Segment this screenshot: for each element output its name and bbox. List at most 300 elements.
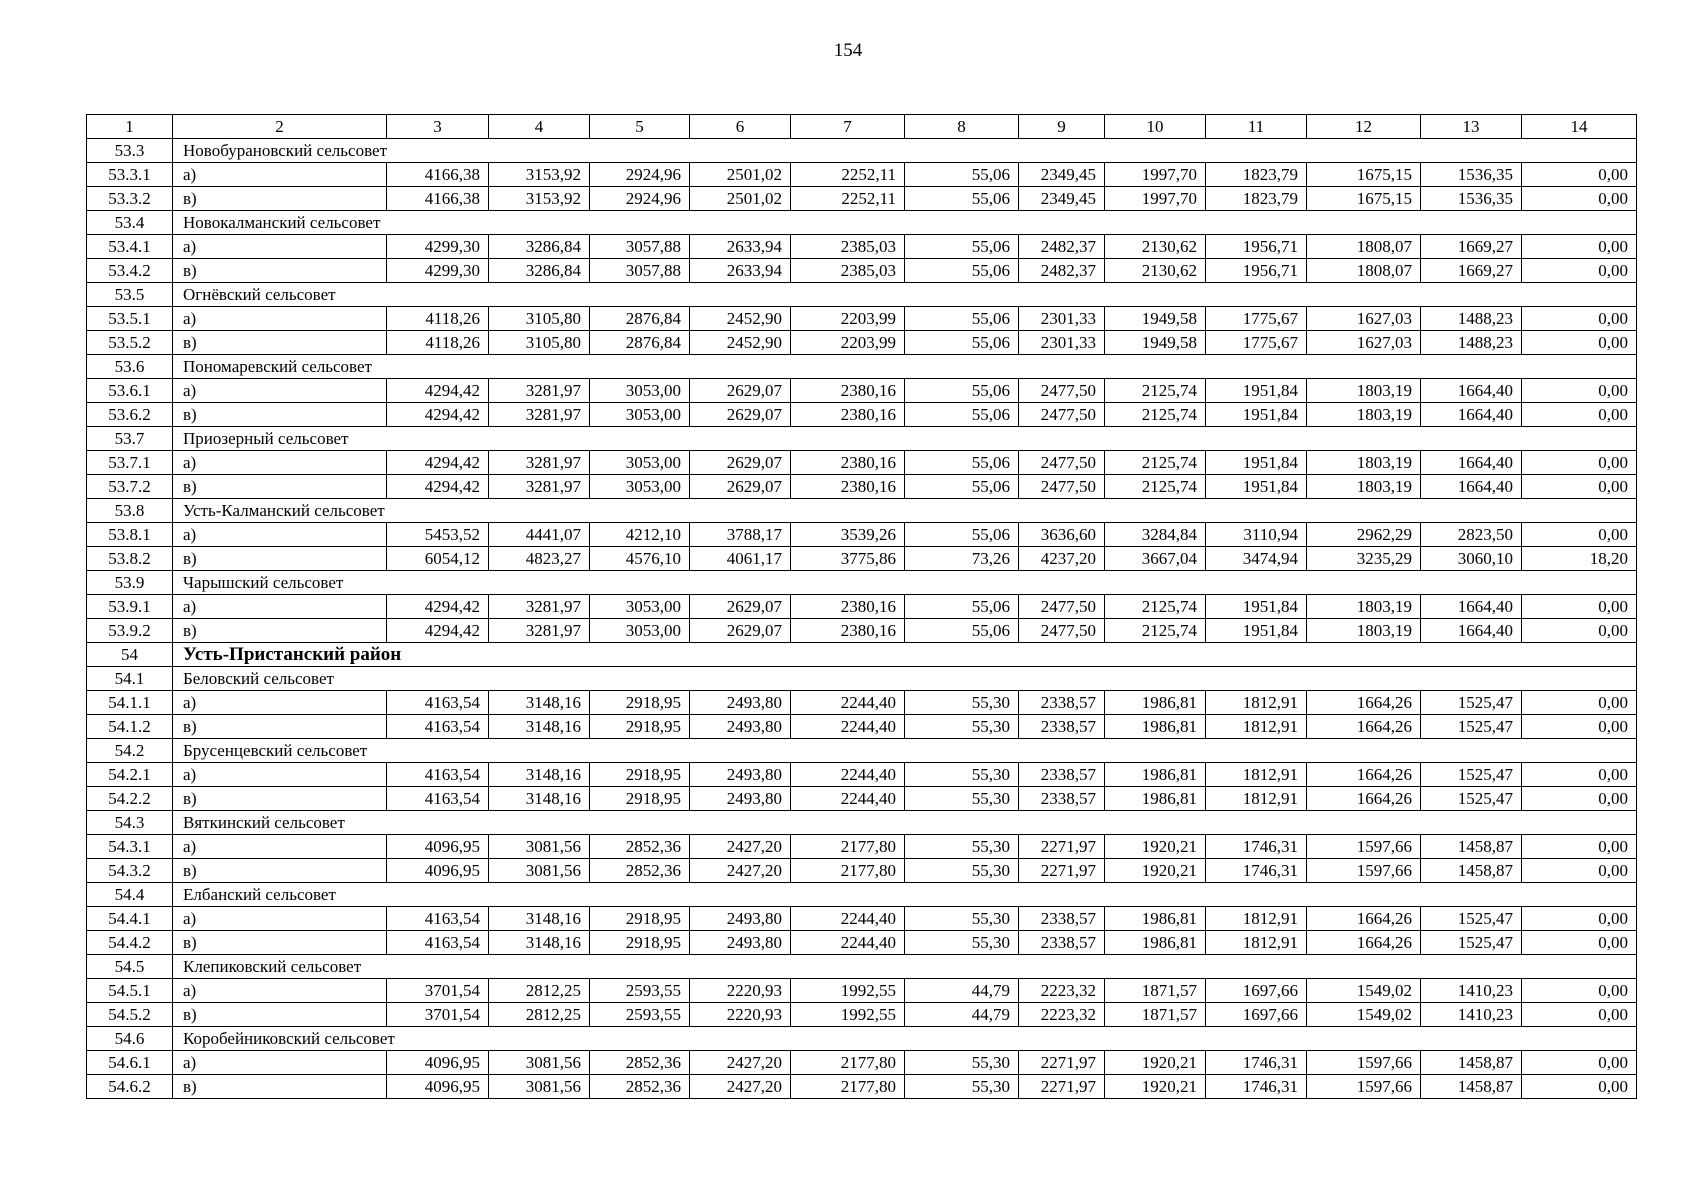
- table-row: [87, 235, 1637, 259]
- value-cell: 1871,57: [1105, 1003, 1206, 1027]
- value-cell: 0,00: [1522, 523, 1637, 547]
- district-name: Усть-Пристанский район: [173, 643, 1637, 667]
- value-cell: 3053,00: [590, 451, 690, 475]
- row-number: 53.4.2: [87, 259, 173, 283]
- value-cell: 1410,23: [1421, 979, 1522, 1003]
- value-cell: 2380,16: [791, 379, 905, 403]
- value-cell: 1627,03: [1307, 307, 1421, 331]
- value-cell: 1812,91: [1206, 907, 1307, 931]
- value-cell: 55,30: [905, 907, 1019, 931]
- row-number: 54: [87, 643, 173, 667]
- value-cell: 4163,54: [387, 931, 489, 955]
- value-cell: 2349,45: [1019, 163, 1105, 187]
- value-cell: 0,00: [1522, 787, 1637, 811]
- value-cell: 4166,38: [387, 187, 489, 211]
- value-cell: 2125,74: [1105, 403, 1206, 427]
- value-cell: 2427,20: [690, 859, 791, 883]
- value-cell: 1803,19: [1307, 619, 1421, 643]
- value-cell: 4212,10: [590, 523, 690, 547]
- table-row: [87, 715, 1637, 739]
- section-row: [87, 667, 1637, 691]
- value-cell: 1525,47: [1421, 763, 1522, 787]
- value-cell: 55,30: [905, 691, 1019, 715]
- value-cell: 55,30: [905, 931, 1019, 955]
- value-cell: 55,06: [905, 619, 1019, 643]
- value-cell: 0,00: [1522, 691, 1637, 715]
- table-row: [87, 547, 1637, 571]
- value-cell: 1627,03: [1307, 331, 1421, 355]
- value-cell: 4576,10: [590, 547, 690, 571]
- value-cell: 2452,90: [690, 307, 791, 331]
- value-cell: 1536,35: [1421, 163, 1522, 187]
- value-cell: 1549,02: [1307, 1003, 1421, 1027]
- value-cell: 0,00: [1522, 307, 1637, 331]
- value-cell: 2493,80: [690, 907, 791, 931]
- value-cell: 1458,87: [1421, 1075, 1522, 1099]
- value-cell: 1664,26: [1307, 931, 1421, 955]
- value-cell: 1525,47: [1421, 931, 1522, 955]
- row-number: 54.3: [87, 811, 173, 835]
- value-cell: 1920,21: [1105, 835, 1206, 859]
- value-cell: 3281,97: [489, 451, 590, 475]
- value-cell: 3701,54: [387, 1003, 489, 1027]
- value-cell: 2203,99: [791, 331, 905, 355]
- section-row: [87, 1027, 1637, 1051]
- section-row: [87, 139, 1637, 163]
- table-row: [87, 187, 1637, 211]
- value-cell: 2477,50: [1019, 619, 1105, 643]
- row-number: 54.6.1: [87, 1051, 173, 1075]
- value-cell: 1525,47: [1421, 691, 1522, 715]
- table-row: [87, 379, 1637, 403]
- section-row: [87, 571, 1637, 595]
- row-number: 53.3.2: [87, 187, 173, 211]
- table-row: [87, 979, 1637, 1003]
- value-cell: 3053,00: [590, 379, 690, 403]
- section-name: Чарышский сельсовет: [173, 571, 1637, 595]
- value-cell: 2338,57: [1019, 715, 1105, 739]
- column-header: 14: [1522, 115, 1637, 139]
- value-cell: 1664,26: [1307, 715, 1421, 739]
- value-cell: 2349,45: [1019, 187, 1105, 211]
- value-cell: 1812,91: [1206, 931, 1307, 955]
- value-cell: 1951,84: [1206, 451, 1307, 475]
- value-cell: 2385,03: [791, 259, 905, 283]
- table-row: [87, 403, 1637, 427]
- value-cell: 55,30: [905, 787, 1019, 811]
- value-cell: 4294,42: [387, 475, 489, 499]
- value-cell: 55,30: [905, 1051, 1019, 1075]
- value-cell: 1664,40: [1421, 451, 1522, 475]
- value-cell: 3281,97: [489, 475, 590, 499]
- value-cell: 73,26: [905, 547, 1019, 571]
- value-cell: 3148,16: [489, 715, 590, 739]
- section-name: Коробейниковский сельсовет: [173, 1027, 1637, 1051]
- value-cell: 2380,16: [791, 475, 905, 499]
- value-cell: 3286,84: [489, 235, 590, 259]
- value-cell: 2244,40: [791, 763, 905, 787]
- value-cell: 2177,80: [791, 859, 905, 883]
- value-cell: 3153,92: [489, 187, 590, 211]
- value-cell: 3474,94: [1206, 547, 1307, 571]
- value-cell: 2633,94: [690, 235, 791, 259]
- value-cell: 1597,66: [1307, 1051, 1421, 1075]
- value-cell: 4294,42: [387, 379, 489, 403]
- row-number: 54.1: [87, 667, 173, 691]
- value-cell: 4163,54: [387, 691, 489, 715]
- value-cell: 0,00: [1522, 715, 1637, 739]
- table-row: [87, 259, 1637, 283]
- value-cell: 1746,31: [1206, 835, 1307, 859]
- value-cell: 4299,30: [387, 259, 489, 283]
- value-cell: 0,00: [1522, 859, 1637, 883]
- value-cell: 2338,57: [1019, 691, 1105, 715]
- value-cell: 1871,57: [1105, 979, 1206, 1003]
- value-cell: 55,06: [905, 331, 1019, 355]
- value-cell: 0,00: [1522, 1003, 1637, 1027]
- value-cell: 55,30: [905, 763, 1019, 787]
- value-cell: 1920,21: [1105, 1075, 1206, 1099]
- value-cell: 0,00: [1522, 931, 1637, 955]
- row-number: 53.7: [87, 427, 173, 451]
- value-cell: 55,30: [905, 835, 1019, 859]
- value-cell: 4163,54: [387, 763, 489, 787]
- row-number: 54.1.2: [87, 715, 173, 739]
- value-cell: 2633,94: [690, 259, 791, 283]
- value-cell: 1458,87: [1421, 859, 1522, 883]
- value-cell: 1697,66: [1206, 1003, 1307, 1027]
- value-cell: 1664,40: [1421, 403, 1522, 427]
- value-cell: 1488,23: [1421, 331, 1522, 355]
- row-label: а): [173, 835, 387, 859]
- row-label: а): [173, 595, 387, 619]
- section-row: [87, 499, 1637, 523]
- table-row: [87, 331, 1637, 355]
- value-cell: 3281,97: [489, 595, 590, 619]
- value-cell: 2924,96: [590, 187, 690, 211]
- value-cell: 3539,26: [791, 523, 905, 547]
- value-cell: 55,06: [905, 475, 1019, 499]
- value-cell: 4163,54: [387, 787, 489, 811]
- value-cell: 2177,80: [791, 835, 905, 859]
- section-row: [87, 427, 1637, 451]
- value-cell: 2223,32: [1019, 979, 1105, 1003]
- row-label: а): [173, 451, 387, 475]
- value-cell: 1746,31: [1206, 859, 1307, 883]
- row-number: 53.8.1: [87, 523, 173, 547]
- section-name: Огнёвский сельсовет: [173, 283, 1637, 307]
- district-row: [87, 643, 1637, 667]
- value-cell: 4118,26: [387, 307, 489, 331]
- value-cell: 2812,25: [489, 979, 590, 1003]
- value-cell: 2271,97: [1019, 1075, 1105, 1099]
- value-cell: 1664,26: [1307, 907, 1421, 931]
- column-header: 13: [1421, 115, 1522, 139]
- row-number: 54.4.2: [87, 931, 173, 955]
- value-cell: 2130,62: [1105, 259, 1206, 283]
- value-cell: 1986,81: [1105, 763, 1206, 787]
- row-number: 53.4: [87, 211, 173, 235]
- value-cell: 2477,50: [1019, 475, 1105, 499]
- value-cell: 2477,50: [1019, 595, 1105, 619]
- row-label: а): [173, 691, 387, 715]
- value-cell: 1775,67: [1206, 331, 1307, 355]
- value-cell: 4294,42: [387, 403, 489, 427]
- value-cell: 1992,55: [791, 979, 905, 1003]
- value-cell: 1812,91: [1206, 691, 1307, 715]
- value-cell: 1951,84: [1206, 379, 1307, 403]
- value-cell: 4299,30: [387, 235, 489, 259]
- value-cell: 2301,33: [1019, 307, 1105, 331]
- row-label: а): [173, 307, 387, 331]
- value-cell: 2501,02: [690, 163, 791, 187]
- value-cell: 2271,97: [1019, 1051, 1105, 1075]
- row-label: в): [173, 547, 387, 571]
- value-cell: 1488,23: [1421, 307, 1522, 331]
- value-cell: 1920,21: [1105, 1051, 1206, 1075]
- table-row: [87, 859, 1637, 883]
- value-cell: 1775,67: [1206, 307, 1307, 331]
- value-cell: 1597,66: [1307, 859, 1421, 883]
- value-cell: 2125,74: [1105, 379, 1206, 403]
- value-cell: 1549,02: [1307, 979, 1421, 1003]
- value-cell: 2852,36: [590, 859, 690, 883]
- row-number: 54.4.1: [87, 907, 173, 931]
- section-name: Вяткинский сельсовет: [173, 811, 1637, 835]
- value-cell: 0,00: [1522, 451, 1637, 475]
- value-cell: 2629,07: [690, 475, 791, 499]
- value-cell: 1951,84: [1206, 403, 1307, 427]
- value-cell: 3110,94: [1206, 523, 1307, 547]
- section-row: [87, 811, 1637, 835]
- value-cell: 2380,16: [791, 619, 905, 643]
- row-label: в): [173, 1075, 387, 1099]
- value-cell: 2629,07: [690, 595, 791, 619]
- value-cell: 1664,26: [1307, 763, 1421, 787]
- value-cell: 4294,42: [387, 451, 489, 475]
- value-cell: 55,06: [905, 451, 1019, 475]
- value-cell: 55,06: [905, 523, 1019, 547]
- value-cell: 2493,80: [690, 931, 791, 955]
- column-header: 10: [1105, 115, 1206, 139]
- row-number: 53.5.1: [87, 307, 173, 331]
- value-cell: 1697,66: [1206, 979, 1307, 1003]
- value-cell: 1525,47: [1421, 715, 1522, 739]
- value-cell: 0,00: [1522, 187, 1637, 211]
- value-cell: 1664,40: [1421, 619, 1522, 643]
- table-row: [87, 835, 1637, 859]
- value-cell: 2125,74: [1105, 595, 1206, 619]
- value-cell: 1803,19: [1307, 403, 1421, 427]
- value-cell: 3148,16: [489, 787, 590, 811]
- value-cell: 2244,40: [791, 691, 905, 715]
- section-row: [87, 211, 1637, 235]
- value-cell: 1664,40: [1421, 595, 1522, 619]
- value-cell: 2493,80: [690, 787, 791, 811]
- value-cell: 3057,88: [590, 259, 690, 283]
- value-cell: 1808,07: [1307, 259, 1421, 283]
- value-cell: 1746,31: [1206, 1075, 1307, 1099]
- value-cell: 3286,84: [489, 259, 590, 283]
- table-row: [87, 595, 1637, 619]
- row-label: в): [173, 475, 387, 499]
- section-name: Новокалманский сельсовет: [173, 211, 1637, 235]
- value-cell: 2380,16: [791, 451, 905, 475]
- value-cell: 3281,97: [489, 619, 590, 643]
- value-cell: 6054,12: [387, 547, 489, 571]
- value-cell: 3667,04: [1105, 547, 1206, 571]
- value-cell: 2823,50: [1421, 523, 1522, 547]
- value-cell: 2177,80: [791, 1051, 905, 1075]
- value-cell: 1997,70: [1105, 187, 1206, 211]
- row-number: 53.7.1: [87, 451, 173, 475]
- row-label: а): [173, 379, 387, 403]
- value-cell: 2452,90: [690, 331, 791, 355]
- value-cell: 1669,27: [1421, 235, 1522, 259]
- value-cell: 2629,07: [690, 619, 791, 643]
- value-cell: 3081,56: [489, 1051, 590, 1075]
- row-number: 53.9.1: [87, 595, 173, 619]
- value-cell: 55,06: [905, 259, 1019, 283]
- value-cell: 2427,20: [690, 835, 791, 859]
- value-cell: 4096,95: [387, 859, 489, 883]
- value-cell: 1525,47: [1421, 787, 1522, 811]
- value-cell: 1951,84: [1206, 595, 1307, 619]
- column-header: 7: [791, 115, 905, 139]
- row-label: в): [173, 859, 387, 883]
- value-cell: 2244,40: [791, 931, 905, 955]
- value-cell: 0,00: [1522, 1051, 1637, 1075]
- value-cell: 1823,79: [1206, 187, 1307, 211]
- column-header: 9: [1019, 115, 1105, 139]
- value-cell: 1675,15: [1307, 163, 1421, 187]
- value-cell: 2876,84: [590, 331, 690, 355]
- value-cell: 1597,66: [1307, 835, 1421, 859]
- row-number: 53.5.2: [87, 331, 173, 355]
- value-cell: 55,30: [905, 715, 1019, 739]
- value-cell: 2482,37: [1019, 235, 1105, 259]
- row-number: 54.3.1: [87, 835, 173, 859]
- table-row: [87, 1075, 1637, 1099]
- value-cell: 0,00: [1522, 379, 1637, 403]
- column-header: 1: [87, 115, 173, 139]
- value-cell: 1597,66: [1307, 1075, 1421, 1099]
- value-cell: 2223,32: [1019, 1003, 1105, 1027]
- value-cell: 0,00: [1522, 235, 1637, 259]
- value-cell: 55,06: [905, 163, 1019, 187]
- value-cell: 3148,16: [489, 907, 590, 931]
- value-cell: 4096,95: [387, 1075, 489, 1099]
- section-name: Новобурановский сельсовет: [173, 139, 1637, 163]
- value-cell: 4163,54: [387, 907, 489, 931]
- row-number: 54.5: [87, 955, 173, 979]
- row-label: а): [173, 1051, 387, 1075]
- row-label: а): [173, 523, 387, 547]
- value-cell: 0,00: [1522, 835, 1637, 859]
- row-number: 54.5.2: [87, 1003, 173, 1027]
- value-cell: 18,20: [1522, 547, 1637, 571]
- value-cell: 2493,80: [690, 763, 791, 787]
- value-cell: 3284,84: [1105, 523, 1206, 547]
- value-cell: 2125,74: [1105, 619, 1206, 643]
- value-cell: 2924,96: [590, 163, 690, 187]
- value-cell: 2301,33: [1019, 331, 1105, 355]
- value-cell: 1823,79: [1206, 163, 1307, 187]
- table-row: [87, 691, 1637, 715]
- value-cell: 3053,00: [590, 619, 690, 643]
- table-row: [87, 763, 1637, 787]
- table-header: [87, 115, 1637, 139]
- value-cell: 2477,50: [1019, 451, 1105, 475]
- table-row: [87, 307, 1637, 331]
- value-cell: 2338,57: [1019, 763, 1105, 787]
- value-cell: 3281,97: [489, 379, 590, 403]
- value-cell: 3053,00: [590, 475, 690, 499]
- value-cell: 1986,81: [1105, 787, 1206, 811]
- value-cell: 4096,95: [387, 1051, 489, 1075]
- value-cell: 1803,19: [1307, 379, 1421, 403]
- table-row: [87, 931, 1637, 955]
- value-cell: 2385,03: [791, 235, 905, 259]
- value-cell: 3788,17: [690, 523, 791, 547]
- section-name: Елбанский сельсовет: [173, 883, 1637, 907]
- value-cell: 2852,36: [590, 835, 690, 859]
- value-cell: 4096,95: [387, 835, 489, 859]
- value-cell: 2427,20: [690, 1051, 791, 1075]
- row-label: а): [173, 979, 387, 1003]
- value-cell: 5453,52: [387, 523, 489, 547]
- value-cell: 3775,86: [791, 547, 905, 571]
- row-number: 53.5: [87, 283, 173, 307]
- value-cell: 2918,95: [590, 715, 690, 739]
- row-number: 53.6.2: [87, 403, 173, 427]
- value-cell: 3105,80: [489, 307, 590, 331]
- value-cell: 1956,71: [1206, 259, 1307, 283]
- value-cell: 2477,50: [1019, 379, 1105, 403]
- value-cell: 2125,74: [1105, 451, 1206, 475]
- value-cell: 4061,17: [690, 547, 791, 571]
- value-cell: 0,00: [1522, 403, 1637, 427]
- section-row: [87, 739, 1637, 763]
- value-cell: 3701,54: [387, 979, 489, 1003]
- value-cell: 1986,81: [1105, 907, 1206, 931]
- value-cell: 3060,10: [1421, 547, 1522, 571]
- value-cell: 1669,27: [1421, 259, 1522, 283]
- column-header: 4: [489, 115, 590, 139]
- section-name: Беловский сельсовет: [173, 667, 1637, 691]
- column-header: 6: [690, 115, 791, 139]
- value-cell: 2629,07: [690, 403, 791, 427]
- value-cell: 55,06: [905, 379, 1019, 403]
- section-row: [87, 955, 1637, 979]
- value-cell: 0,00: [1522, 331, 1637, 355]
- value-cell: 1458,87: [1421, 835, 1522, 859]
- table-row: [87, 619, 1637, 643]
- value-cell: 2244,40: [791, 907, 905, 931]
- row-number: 54.2.1: [87, 763, 173, 787]
- row-label: в): [173, 787, 387, 811]
- value-cell: 2629,07: [690, 379, 791, 403]
- value-cell: 1664,40: [1421, 475, 1522, 499]
- value-cell: 1951,84: [1206, 619, 1307, 643]
- row-number: 53.8.2: [87, 547, 173, 571]
- row-label: в): [173, 1003, 387, 1027]
- row-number: 53.3: [87, 139, 173, 163]
- value-cell: 4163,54: [387, 715, 489, 739]
- value-cell: 2852,36: [590, 1075, 690, 1099]
- value-cell: 4823,27: [489, 547, 590, 571]
- value-cell: 0,00: [1522, 907, 1637, 931]
